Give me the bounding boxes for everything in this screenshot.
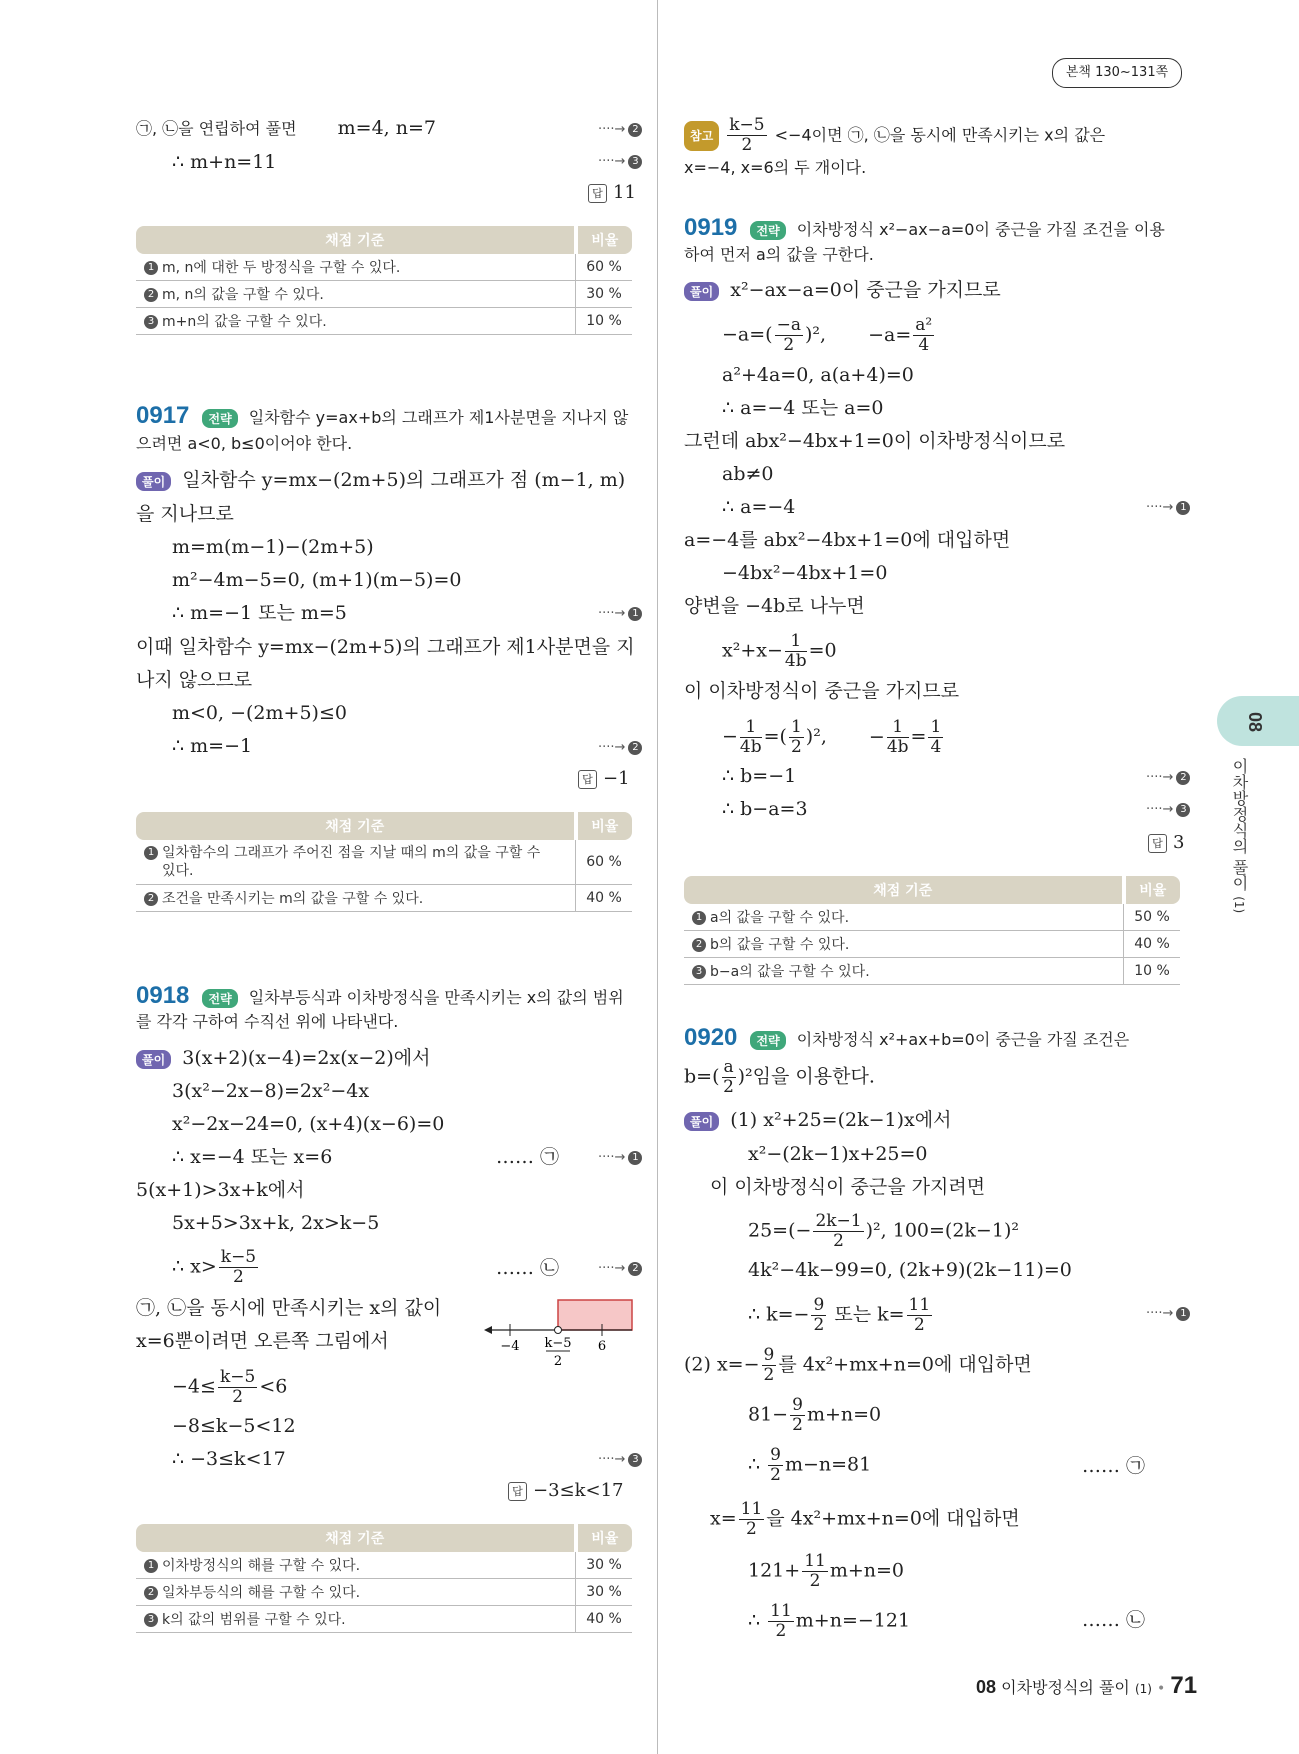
table-row [136,840,632,885]
eq-part: )², [805,725,827,748]
equation [722,718,945,757]
frac-num: 11 [740,1499,763,1519]
number-line-diagram [484,1296,634,1372]
eq-part: −a= [868,323,912,346]
equation: −8≤k−5<12 [172,1415,296,1437]
answer-value: −3≤k<17 [533,1480,624,1501]
fraction [811,1296,826,1335]
equation: ∴ a=−4 또는 a=0 [722,397,884,419]
row-text: m, n의 값을 구할 수 있다. [162,287,324,303]
step-number: 2 [628,741,642,755]
row-num: 3 [144,1613,158,1627]
note-text: <−4이면 ㉠, ㉡을 동시에 만족시키는 x의 값은 [774,125,1106,145]
problem-number: 0917 [136,402,190,429]
grading-table-top [136,226,632,335]
row-num: 1 [144,261,158,275]
step-number: 1 [628,1151,642,1165]
problem-0919-header [684,214,1165,242]
eq-part: x= [710,1507,737,1530]
fraction [887,718,909,757]
problem-number: 0920 [684,1024,738,1051]
tick-label: 6 [597,1339,607,1354]
row-text: 조건을 만족시키는 m의 값을 구할 수 있다. [162,891,424,907]
equation: 4k²−4k−99=0, (2k+9)(2k−11)=0 [748,1259,1072,1281]
equation: −4bx²−4bx+1=0 [722,562,888,584]
equation-tag: …… ㉡ [496,1257,560,1279]
grading-table-0919 [684,876,1180,985]
frac-num: 9 [770,1445,781,1465]
row-text: m+n의 값을 구할 수 있다. [162,314,327,330]
solution-badge: 풀이 [136,1050,171,1069]
page-footer: 08 이차방정식의 풀이 (1) • 71 [976,1672,1198,1699]
column-divider [657,0,658,1754]
range-shade [558,1300,632,1330]
row-pct: 10 % [1124,958,1181,985]
row-text: k의 값의 범위를 구할 수 있다. [162,1612,346,1628]
equation [722,632,837,671]
eq-part: x²+x− [722,639,783,662]
solution-text: (1) x²+25=(2k−1)x에서 [730,1109,952,1131]
eq-part: − [722,725,738,748]
solution-text: 이 이차방정식이 중근을 가지므로 [684,680,960,702]
frac-num: 11 [804,1551,826,1571]
frac-num: 1 [930,717,942,737]
fraction [768,1446,783,1485]
equation: x²−2x−24=0, (x+4)(x−6)=0 [172,1113,445,1135]
frac-num: 9 [763,1345,775,1365]
row-text: a의 값을 구할 수 있다. [710,910,850,926]
eq-part: 25=(− [748,1219,812,1242]
grading-table-0917 [136,812,632,912]
equation: m<0, −(2m+5)≤0 [172,702,347,724]
row-pct: 10 % [576,308,633,335]
frac-num: a [723,1057,734,1077]
page-number: 71 [1170,1672,1198,1699]
answer-value: −1 [603,768,630,789]
grading-table-0918 [136,1524,632,1633]
frac-num: k−5 [219,1367,256,1387]
strategy-text-cont: 으려면 a<0, b≤0이어야 한다. [136,434,353,453]
equation: a²+4a=0, a(a+4)=0 [722,364,914,386]
footer-chapter: 08 [976,1677,997,1697]
eq-part: =( [763,725,787,748]
solution-text: 이때 일차함수 y=mx−(2m+5)의 그래프가 제1사분면을 지 [136,636,635,658]
solution-line [684,1106,951,1134]
solution-line [684,276,1001,304]
eq-part: 121+ [748,1559,801,1582]
page-reference-text: 본책 130~131쪽 [1065,65,1169,80]
grade-header: 채점 기준 [136,812,576,840]
table-row [136,885,632,912]
row-pct: 40 % [576,885,633,912]
answer [1148,832,1184,853]
problem-0920-header [684,1024,1129,1052]
frac-den: 4b [784,651,807,671]
side-chapter-title [1228,758,1251,913]
step-number: 1 [628,607,642,621]
fraction [762,1346,777,1385]
note-text: x=−4, x=6의 두 개이다. [684,158,867,177]
row-pct: 60 % [576,840,633,885]
strategy-badge: 전략 [750,221,785,240]
solution-text: 나지 않으므로 [136,669,253,691]
equation: 3(x+2)(x−4)=2x(x−2)에서 [182,1047,431,1069]
side-title-text: 이차방정식의 풀이 [1230,758,1249,892]
problem-number: 0918 [136,982,190,1009]
eq-part: 또는 k= [828,1303,905,1326]
eq-part: ∴ x> [172,1255,217,1278]
frac-den: 2 [775,1621,787,1641]
answer-value: 11 [613,182,636,203]
eq-part: ∴ [748,1609,767,1632]
table-row [684,931,1180,958]
solution-line [136,1044,430,1072]
step-number: 1 [1176,501,1190,515]
step-marker: ····→ 3 [1146,802,1190,817]
frac-den: 2 [809,1571,821,1591]
frac-den: 2 [723,1077,734,1097]
fraction [727,116,766,155]
equation-tag: …… ㉠ [496,1146,560,1168]
equation: ∴ m=−1 또는 m=5 [172,602,347,624]
problem-0917-header [136,402,628,430]
frac-den: 2 [232,1387,244,1407]
frac-num: 1 [740,718,762,738]
eq-part: −4≤ [172,1375,216,1398]
row-pct: 40 % [1124,931,1181,958]
eq-part: −a=( [722,323,773,346]
row-num: 2 [144,892,158,906]
frac-num: 1 [790,717,802,737]
equation: m=m(m−1)−(2m+5) [172,536,374,558]
equation: ∴ b=−1 [722,765,797,787]
row-pct: 30 % [576,281,633,308]
solution-line [136,466,625,494]
eq-part: m+n=−121 [795,1609,911,1632]
fraction [219,1248,258,1287]
row-pct: 40 % [576,1606,633,1633]
row-num: 1 [144,1559,158,1573]
answer-tag: 답 [1148,834,1167,853]
strategy-text-cont: 하여 먼저 a의 값을 구한다. [684,245,874,264]
ratio-header: 비율 [576,812,633,840]
grade-header: 채점 기준 [136,1524,576,1552]
equation [748,1552,904,1591]
solution-text: x²−ax−a=0이 중근을 가지므로 [730,279,1001,301]
eq-part: − [868,725,885,748]
step-marker: ····→ 1 [1146,500,1190,515]
row-num: 3 [144,315,158,329]
frac-den: 2 [783,335,795,355]
equation: ∴ x=−4 또는 x=6 [172,1146,333,1168]
solution-badge: 풀이 [684,282,719,301]
equation: 5(x+1)>3x+k에서 [136,1179,305,1201]
strategy-text: 이차방정식 x²−ax−a=0이 중근을 가질 조건을 이용 [796,220,1165,239]
row-num: 3 [692,965,706,979]
tick-label: −4 [500,1339,520,1354]
solution-text: 이 이차방정식이 중근을 가지려면 [710,1176,986,1198]
fraction [768,1602,794,1641]
note-badge: 참고 [684,121,719,151]
eq-part: b=( [684,1065,720,1088]
frac-den: 2 [813,1315,825,1335]
row-pct: 60 % [576,254,633,281]
row-text: 일차함수의 그래프가 주어진 점을 지날 때의 m의 값을 구할 수 [162,845,541,861]
step-number: 3 [1176,803,1190,817]
frac-den: 4 [918,335,930,355]
eq-part: m+n=0 [806,1403,882,1426]
frac-num: 11 [770,1601,792,1621]
strategy-text-cont [684,1058,875,1097]
problem-0918-header [136,982,624,1010]
solution-text: 일차함수 y=mx−(2m+5)의 그래프가 점 (m−1, m) [182,469,626,491]
step-marker: ····→ 1 [598,606,642,621]
equation [748,1396,881,1435]
arrow-left-icon [484,1326,492,1334]
equation [748,1296,934,1335]
answer [508,1480,624,1501]
footer-title: 이차방정식의 풀이 [1001,1678,1130,1697]
line-math: m=4, n=7 [337,117,436,139]
eq-part: ∴ [748,1453,767,1476]
fraction [722,1058,736,1097]
eq-part: m+n=0 [829,1559,905,1582]
frac-den: 2 [741,135,753,155]
answer [588,182,636,203]
row-num: 1 [144,846,158,860]
table-row [136,1552,632,1579]
row-text: b−a의 값을 구할 수 있다. [710,964,870,980]
row-num: 2 [692,938,706,952]
step-marker: ····→ 3 [598,154,642,169]
equation: ∴ m=−1 [172,735,253,757]
frac-num: 1 [785,632,807,652]
page-reference-badge [1052,58,1182,88]
solution-text: 그런데 abx²−4bx+1=0이 이차방정식이므로 [684,430,1066,452]
equation-tag: …… ㉠ [1082,1455,1146,1477]
fraction [775,316,803,355]
row-num: 2 [144,288,158,302]
strategy-badge: 전략 [202,989,237,1008]
ratio-header: 비율 [576,1524,633,1552]
solution-text: ㉠, ㉡을 동시에 만족시키는 x의 값이 [136,1297,442,1319]
frac-den: 4b [886,737,909,757]
equation [748,1212,1019,1251]
tick-label: 2 [553,1354,563,1369]
equation [172,1368,287,1407]
equation [722,316,936,355]
step-number: 3 [628,1453,642,1467]
frac-num: a² [915,315,933,335]
solution-text: a=−4를 abx²−4bx+1=0에 대입하면 [684,529,1011,551]
table-row [136,308,632,335]
grade-header: 채점 기준 [136,226,576,254]
frac-num: 1 [887,718,909,738]
eq-part: )²임을 이용한다. [737,1065,875,1088]
step-marker: ····→ 2 [598,740,642,755]
line-text: ㉠, ㉡을 연립하여 풀면 [136,119,297,138]
fraction [739,1500,765,1539]
equation: x²−(2k−1)x+25=0 [748,1143,928,1165]
table-row [136,281,632,308]
strategy-text-cont: 를 각각 구하여 수직선 위에 나타낸다. [136,1012,399,1031]
frac-num: 11 [908,1295,931,1315]
frac-den: 2 [763,1365,775,1385]
row-num: 2 [144,1586,158,1600]
equation: ab≠0 [722,463,774,485]
eq-part: 81− [748,1403,789,1426]
table-row [136,1579,632,1606]
fraction [789,718,804,757]
step-marker: ····→ 1 [1146,1306,1190,1321]
eq-part: =0 [808,639,837,662]
fraction [802,1552,828,1591]
table-row [136,1606,632,1633]
row-text: 일차부등식의 해를 구할 수 있다. [162,1585,361,1601]
table-row [684,958,1180,985]
step-marker: ····→ 2 [1146,770,1190,785]
tick-label: k−5 [544,1336,572,1351]
ratio-header: 비율 [576,226,633,254]
step-number: 2 [1176,771,1190,785]
equation: ∴ b−a=3 [722,798,808,820]
frac-num: −a [776,315,801,335]
strategy-badge: 전략 [750,1031,785,1050]
answer-tag: 답 [588,184,607,203]
strategy-text: 일차부등식과 이차방정식을 만족시키는 x의 값의 범위 [248,988,624,1007]
answer-value: 3 [1173,832,1185,853]
frac-num: 2k−1 [815,1211,862,1231]
equation-tag: …… ㉡ [1082,1609,1146,1631]
frac-den: 2 [233,1267,244,1287]
note-line [684,116,1105,155]
eq-part: ∴ k=− [748,1303,810,1326]
row-text: m, n에 대한 두 방정식을 구할 수 있다. [162,260,401,276]
row-text: 있다. [162,863,194,879]
solution-badge: 풀이 [136,472,171,491]
equation: 3(x²−2x−8)=2x²−4x [172,1080,370,1102]
fraction [913,316,934,355]
row-pct: 30 % [576,1579,633,1606]
equation: ∴ a=−4 [722,496,796,518]
solution-badge: 풀이 [684,1112,719,1131]
solution-text [684,1346,1032,1385]
frac-den: 2 [746,1519,757,1539]
eq-part: )², [804,323,827,346]
equation: ∴ −3≤k<17 [172,1448,286,1470]
frac-num: 9 [792,1395,803,1415]
row-pct: 50 % [1124,904,1181,931]
step-number: 2 [628,1262,642,1276]
frac-den: 2 [792,1415,803,1435]
side-chapter-number: 08 [1245,711,1265,733]
frac-den: 2 [833,1231,844,1251]
solution-text [710,1500,1020,1539]
eq-part: <6 [259,1375,288,1398]
fraction [740,718,762,757]
problem-number: 0919 [684,214,738,241]
frac-den: 4 [930,737,942,757]
step-number: 3 [628,155,642,169]
grade-header: 채점 기준 [684,876,1124,904]
row-num: 1 [692,911,706,925]
ratio-header: 비율 [1124,876,1181,904]
side-title-sub: (1) [1232,896,1246,914]
strategy-badge: 전략 [202,409,237,428]
fraction [928,718,943,757]
eq-part: = [910,725,927,748]
table-row [136,254,632,281]
equation [172,1248,260,1287]
equation [748,1602,910,1641]
answer [578,768,630,789]
strategy-text: 이차방정식 x²+ax+b=0이 중근을 가질 조건은 [796,1030,1130,1049]
eq-part: m−n=81 [784,1453,872,1476]
eq-part: )², 100=(2k−1)² [865,1219,1019,1242]
eq-part: (2) x=− [684,1353,760,1376]
fraction [218,1368,257,1407]
eq-part: 을 4x²+mx+n=0에 대입하면 [766,1507,1020,1530]
row-pct: 30 % [576,1552,633,1579]
step-marker: ····→ 1 [598,1150,642,1165]
frac-den: 4b [739,737,762,757]
fraction [907,1296,933,1335]
fraction [785,632,807,671]
step-number: 2 [628,123,642,137]
solution-text: 양변을 −4b로 나누면 [684,595,865,617]
top-left-line1 [136,114,436,142]
row-text: b의 값을 구할 수 있다. [710,937,850,953]
top-left-line2: ∴ m+n=11 [172,151,277,173]
fraction [813,1212,863,1251]
frac-num: 9 [813,1295,825,1315]
row-text: 이차방정식의 해를 구할 수 있다. [162,1558,361,1574]
step-marker: ····→ 2 [598,1261,642,1276]
eq-part: 를 4x²+mx+n=0에 대입하면 [778,1353,1032,1376]
fraction [790,1396,805,1435]
table-row [684,904,1180,931]
strategy-text: 일차함수 y=ax+b의 그래프가 제1사분면을 지나지 않 [248,408,629,427]
open-point [555,1327,562,1334]
answer-tag: 답 [578,770,597,789]
step-marker: ····→ 2 [598,122,642,137]
frac-num: k−5 [220,1247,257,1267]
frac-den: 2 [790,737,802,757]
step-marker: ····→ 3 [598,1452,642,1467]
solution-text: x=6뿐이려면 오른쪽 그림에서 [136,1330,389,1352]
equation: 5x+5>3x+k, 2x>k−5 [172,1212,380,1234]
equation [748,1446,871,1485]
equation: m²−4m−5=0, (m+1)(m−5)=0 [172,569,462,591]
answer-tag: 답 [508,1482,527,1501]
frac-den: 2 [913,1315,925,1335]
frac-num: k−5 [729,115,765,135]
solution-text: 을 지나므로 [136,503,234,525]
footer-sub: (1) [1134,1682,1152,1696]
step-number: 1 [1176,1307,1190,1321]
frac-den: 2 [770,1465,781,1485]
